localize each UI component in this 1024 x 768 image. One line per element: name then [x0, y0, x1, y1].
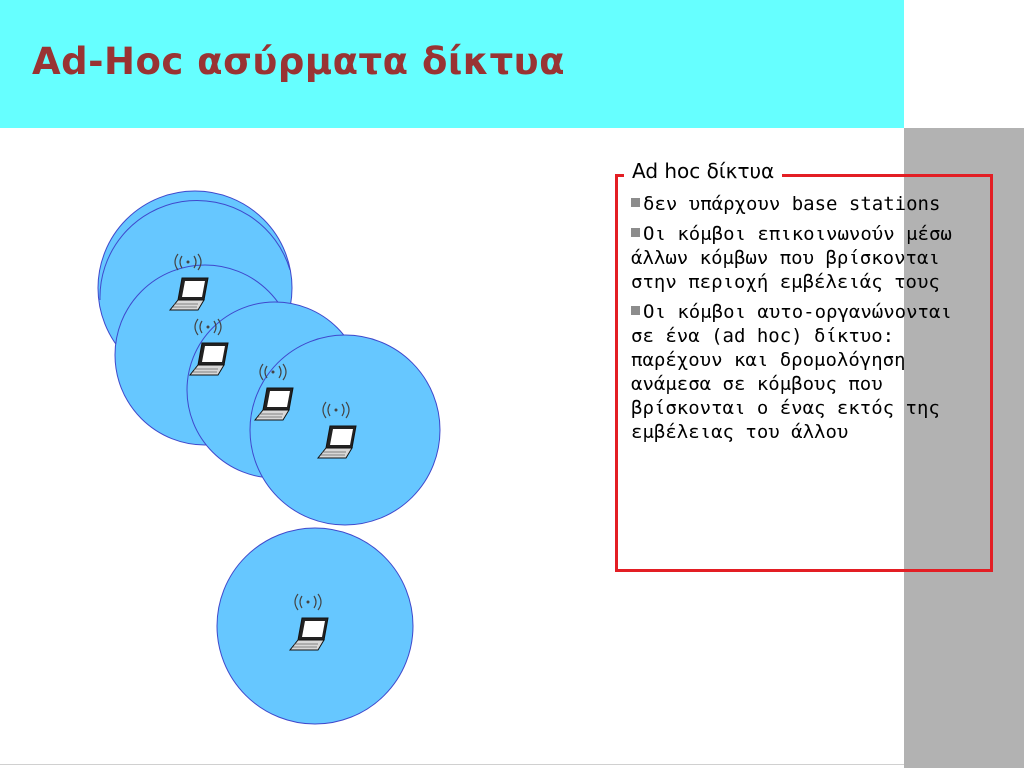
bottom-divider [0, 764, 904, 765]
bullet-icon [631, 198, 640, 207]
info-box-title: Ad hoc δίκτυα [624, 158, 782, 184]
bullet-item [631, 300, 961, 444]
bullet-list [631, 192, 961, 450]
bullet-item [631, 222, 961, 294]
bullet-text: Οι κόμβοι επικοινωνούν μέσω άλλων κόμβων που βρίσκονται στην περιοχή εμβέλειάς τους [631, 223, 952, 293]
slide-title: Ad-Hoc ασύρματα δίκτυα [32, 40, 566, 83]
bullet-text: δεν υπάρχουν base stations [643, 193, 941, 215]
bullet-item [631, 192, 961, 216]
ad-hoc-network-diagram [0, 128, 600, 728]
bullet-icon [631, 306, 640, 315]
title-band [0, 0, 904, 128]
bullet-text: Οι κόμβοι αυτο-οργανώνονται σε ένα (ad hoc) δίκτυο: παρέχουν και δρομολόγηση ανάμεσα σε κόμβους που βρίσκονται ο ένας εκτός της εμβέλειας του άλλου [631, 301, 952, 443]
bullet-icon [631, 228, 640, 237]
coverage-areas [98, 191, 440, 724]
